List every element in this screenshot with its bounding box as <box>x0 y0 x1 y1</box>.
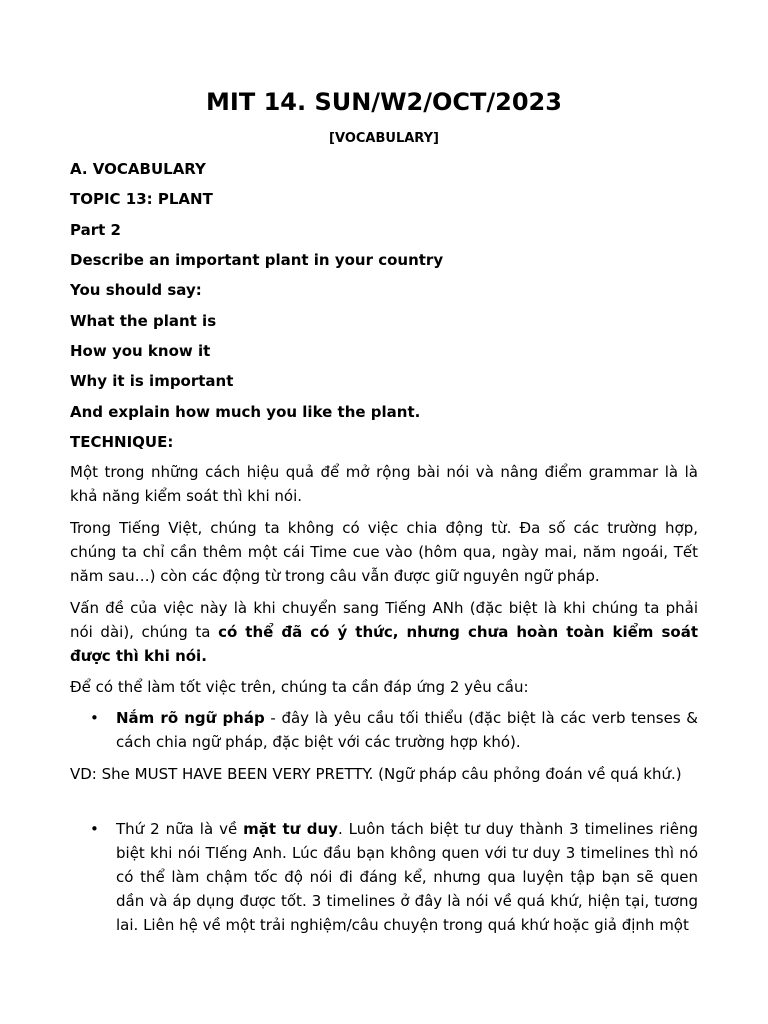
section-heading: A. VOCABULARY <box>70 160 206 178</box>
document-title: MIT 14. SUN/W2/OCT/2023 <box>206 88 562 116</box>
question-heading: Describe an important plant in your country <box>70 251 444 269</box>
topic-heading: TOPIC 13: PLANT <box>70 190 213 208</box>
list-item-text: - đây là yêu cầu tối thiểu (đặc biệt là các verb tenses & cách chia ngữ pháp, đặc biệt với các trường hợp khó). <box>116 709 698 751</box>
paragraph-text: Vấn đề của việc này là khi chuyển sang Tiếng ANh (đặc biệt là khi chúng ta phải nói dài), chúng ta <box>70 599 698 641</box>
paragraph-bold-text: có thể đã có ý thức, nhưng chưa hoàn toàn kiểm soát được thì khi nói. <box>70 623 698 665</box>
part-heading: Part 2 <box>70 221 121 239</box>
prompt-line: Why it is important <box>70 372 234 390</box>
prompt-line: What the plant is <box>70 312 217 330</box>
paragraph <box>70 596 698 668</box>
list-item-bold-text: Nắm rõ ngữ pháp <box>116 709 265 727</box>
paragraph: VD: She MUST HAVE BEEN VERY PRETTY. (Ngữ pháp câu phỏng đoán về quá khứ.) <box>70 765 682 783</box>
list-item-text: Thứ 2 nữa là về <box>116 820 244 838</box>
list-item <box>90 706 698 754</box>
paragraph: Một trong những cách hiệu quả để mở rộng bài nói và nâng điểm grammar là là khả năng kiểm soát thì khi nói. <box>70 463 698 505</box>
bullet-icon: • <box>90 820 99 838</box>
list-item <box>90 817 698 937</box>
list-item-text: . Luôn tách biệt tư duy thành 3 timelines riêng biệt khi nói TIếng Anh. Lúc đầu bạn không quen với tư duy 3 timelines thì nó có thể làm chậm tốc độ nói đi đáng kể, nhưng qua luyện tập bạn sẽ quen dần và áp dụng được tốt. 3 timelines ở đây là nói về quá khứ, hiện tại, tương lai. Liên hệ về một trải nghiệm/câu chuyện trong quá khứ hoặc giả định một <box>116 820 698 934</box>
prompt-line: And explain how much you like the plant. <box>70 403 421 421</box>
paragraph: Để có thể làm tốt việc trên, chúng ta cần đáp ứng 2 yêu cầu: <box>70 678 529 696</box>
technique-heading: TECHNIQUE: <box>70 433 174 451</box>
prompt-heading: You should say: <box>70 281 202 299</box>
bullet-icon: • <box>90 709 99 727</box>
prompt-line: How you know it <box>70 342 211 360</box>
document-subtitle: [VOCABULARY] <box>329 131 439 146</box>
paragraph: Trong Tiếng Việt, chúng ta không có việc chia động từ. Đa số các trường hợp, chúng ta chỉ cần thêm một cái Time cue vào (hôm qua, ngày mai, năm ngoái, Tết năm sau…) còn các động từ trong câu vẫn được giữ nguyên ngữ pháp. <box>70 519 698 585</box>
list-item-bold-text: mặt tư duy <box>243 820 338 838</box>
